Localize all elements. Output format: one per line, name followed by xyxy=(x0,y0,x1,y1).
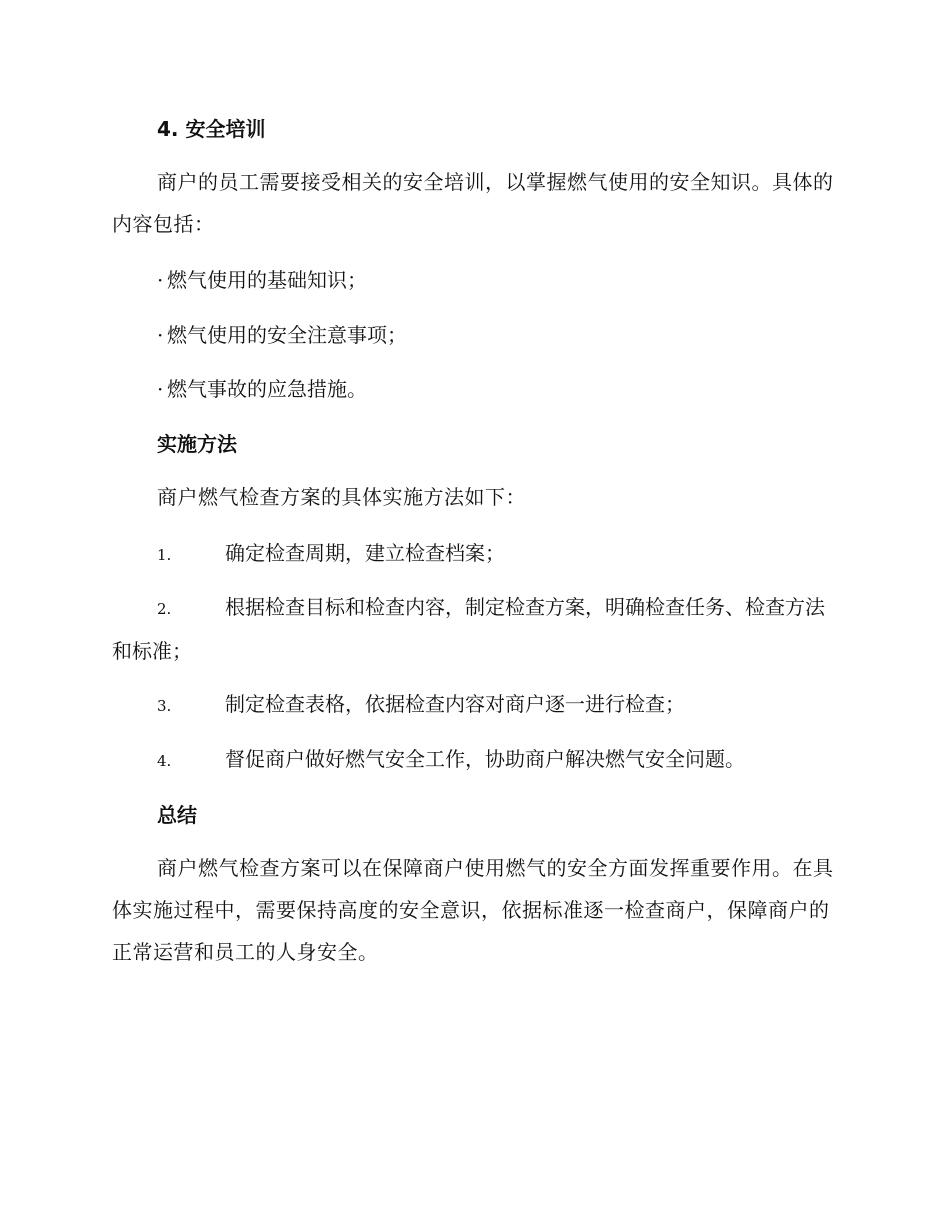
step-number: 1. xyxy=(157,546,172,564)
bullet-marker: · xyxy=(157,268,164,292)
step-text: 确定检查周期，建立检查档案； xyxy=(225,541,505,565)
step-number: 4. xyxy=(157,752,172,770)
safety-training-intro: 商户的员工需要接受相关的安全培训，以掌握燃气使用的安全知识。具体的内容包括： xyxy=(112,170,834,236)
bullet-text: 燃气使用的基础知识； xyxy=(167,268,367,292)
bullet-text: 燃气使用的安全注意事项； xyxy=(167,323,407,347)
bullet-marker: · xyxy=(157,323,164,347)
implementation-intro: 商户燃气检查方案的具体实施方法如下： xyxy=(157,485,526,509)
step-number: 2. xyxy=(157,600,172,618)
numbered-step xyxy=(112,683,834,727)
section-heading-safety-training: 4. 安全培训 xyxy=(157,117,266,141)
numbered-step xyxy=(112,532,834,576)
step-text: 根据检查目标和检查内容，制定检查方案，明确检查任务、检查方法和标准； xyxy=(112,595,825,663)
step-text: 制定检查表格，依据检查内容对商户逐一进行检查； xyxy=(225,692,685,716)
numbered-step xyxy=(112,738,834,782)
bullet-marker: · xyxy=(157,377,164,401)
section-heading-implementation: 实施方法 xyxy=(157,432,237,456)
bullet-text: 燃气事故的应急措施。 xyxy=(167,377,367,401)
numbered-step xyxy=(112,586,834,672)
summary-paragraph: 商户燃气检查方案可以在保障商户使用燃气的安全方面发挥重要作用。在具体实施过程中，需要保持高度的安全意识，依据标准逐一检查商户，保障商户的正常运营和员工的人身安全。 xyxy=(112,856,834,964)
bullet-item xyxy=(157,266,367,294)
bullet-item xyxy=(157,321,407,349)
section-heading-summary: 总结 xyxy=(157,803,197,827)
step-text: 督促商户做好燃气安全工作，协助商户解决燃气安全问题。 xyxy=(225,747,745,771)
bullet-item xyxy=(157,375,367,403)
step-number: 3. xyxy=(157,697,172,715)
